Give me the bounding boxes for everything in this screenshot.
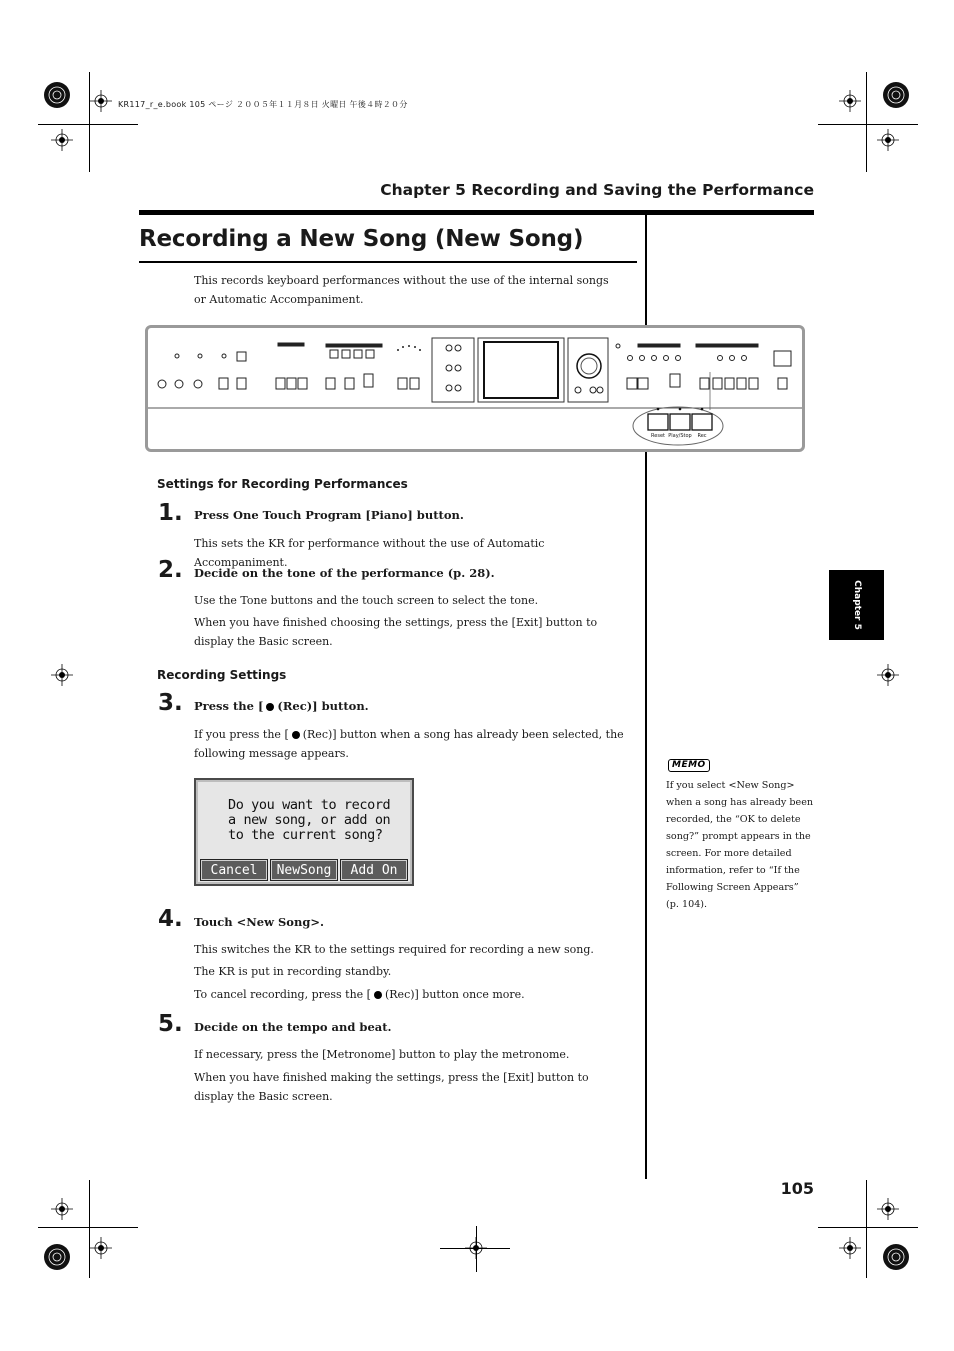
- registration-sun-mark: [882, 81, 910, 109]
- registration-crosshair-mark: [90, 90, 112, 112]
- panel-drawing: [148, 328, 802, 449]
- registration-crosshair-mark: [51, 1198, 73, 1220]
- step-body-prefix: If you press the [: [194, 728, 289, 741]
- rec-dot-icon: [292, 731, 300, 739]
- page-number: 105: [780, 1179, 814, 1198]
- step-body: This switches the KR to the settings required for recording a new song.: [194, 943, 594, 956]
- memo-text: If you select <New Song> when a song has already been recorded, the “OK to delete song?” prompt appears in the screen. For more detailed information, refer to “If the Following Screen Appears” (p. 104).: [666, 780, 814, 910]
- step-body: The KR is put in recording standby.: [194, 965, 392, 978]
- add-on-button[interactable]: Add On: [340, 859, 408, 881]
- play-stop-button-drawing: [670, 414, 690, 430]
- registration-crosshair-mark: [839, 90, 861, 112]
- intro-paragraph: This records keyboard performances without the use of the internal songs or Automatic Accompaniment.: [194, 274, 609, 306]
- panel-label-rec: Rec: [697, 433, 707, 439]
- step-body: This sets the KR for performance without the use of Automatic Accompaniment.: [194, 537, 545, 569]
- step-body: Use the Tone buttons and the touch screen to select the tone.: [194, 594, 539, 607]
- registration-crosshair-mark: [90, 1237, 112, 1259]
- step-body-prefix: To cancel recording, press the [: [194, 988, 371, 1001]
- step-number: 5.: [158, 1011, 183, 1037]
- title-rule: [139, 261, 637, 263]
- chapter-side-tab: [829, 570, 884, 640]
- crop-mark: [476, 1226, 477, 1272]
- crop-mark: [38, 124, 138, 125]
- lcd-message: Do you want to record a new song, or add on to the current song?: [228, 797, 391, 843]
- registration-crosshair-mark: [839, 1237, 861, 1259]
- new-song-button[interactable]: NewSong: [270, 859, 338, 881]
- reset-button-drawing: [648, 414, 668, 430]
- cancel-button[interactable]: Cancel: [200, 859, 268, 881]
- top-rule: [139, 210, 814, 215]
- print-header: KR117_r_e.book 105 ページ ２００５年１１月８日 火曜日 午後４時２０分: [118, 100, 408, 109]
- rec-dot-icon: [266, 703, 274, 711]
- registration-crosshair-mark: [877, 1198, 899, 1220]
- step-number: 4.: [158, 906, 183, 932]
- registration-sun-mark: [882, 1243, 910, 1271]
- registration-sun-mark: [43, 1243, 71, 1271]
- step-body-suffix: (Rec)] button once more.: [384, 988, 525, 1001]
- step-body: When you have finished making the settings, press the [Exit] button to display the Basic screen.: [194, 1071, 589, 1103]
- chapter-heading: Chapter 5 Recording and Saving the Performance: [380, 181, 814, 199]
- rec-dot-icon: [374, 991, 382, 999]
- chapter-side-tab-label: Chapter 5: [851, 580, 862, 630]
- registration-crosshair-mark: [877, 664, 899, 686]
- step-title: Decide on the tempo and beat.: [194, 1020, 392, 1034]
- section-heading-settings: Settings for Recording Performances: [157, 477, 408, 491]
- crop-mark: [89, 1180, 90, 1278]
- crop-mark: [866, 72, 867, 172]
- step-title: Touch <New Song>.: [194, 915, 325, 929]
- registration-sun-mark: [43, 81, 71, 109]
- section-heading-recording: Recording Settings: [157, 668, 287, 682]
- crop-mark: [818, 1227, 918, 1228]
- rec-button-drawing: [692, 414, 712, 430]
- step-body: When you have finished choosing the settings, press the [Exit] button to display the Basic screen.: [194, 616, 598, 648]
- step-number: 3.: [158, 690, 183, 716]
- step-body: If necessary, press the [Metronome] button to play the metronome.: [194, 1048, 570, 1061]
- page-title: Recording a New Song (New Song): [139, 226, 584, 252]
- step-body: [194, 725, 629, 763]
- crop-mark: [89, 72, 90, 172]
- control-panel-illustration: [145, 325, 805, 452]
- memo-icon: [668, 759, 704, 773]
- lcd-message-screen: [194, 778, 414, 886]
- step-number: 1.: [158, 500, 183, 526]
- crop-mark: [818, 124, 918, 125]
- crop-mark: [38, 1227, 138, 1228]
- crop-mark: [866, 1180, 867, 1278]
- step-title: [194, 699, 369, 713]
- step-title: Decide on the tone of the performance (p. 28).: [194, 566, 495, 580]
- step-body-suffix: (Rec)] button when a song has already been selected, the following message appears.: [194, 728, 624, 760]
- step-title-prefix: Press the [: [194, 699, 264, 713]
- step-body: [194, 985, 629, 1004]
- step-title-suffix: (Rec)] button.: [277, 699, 369, 713]
- memo-label: MEMO: [668, 759, 710, 772]
- registration-crosshair-mark: [51, 129, 73, 151]
- panel-label-reset: Reset: [651, 433, 665, 439]
- step-number: 2.: [158, 557, 183, 583]
- crop-mark: [440, 1248, 510, 1249]
- registration-crosshair-mark: [877, 129, 899, 151]
- step-title: Press One Touch Program [Piano] button.: [194, 508, 464, 522]
- registration-crosshair-mark: [51, 664, 73, 686]
- panel-label-play-stop: Play/Stop: [668, 433, 692, 439]
